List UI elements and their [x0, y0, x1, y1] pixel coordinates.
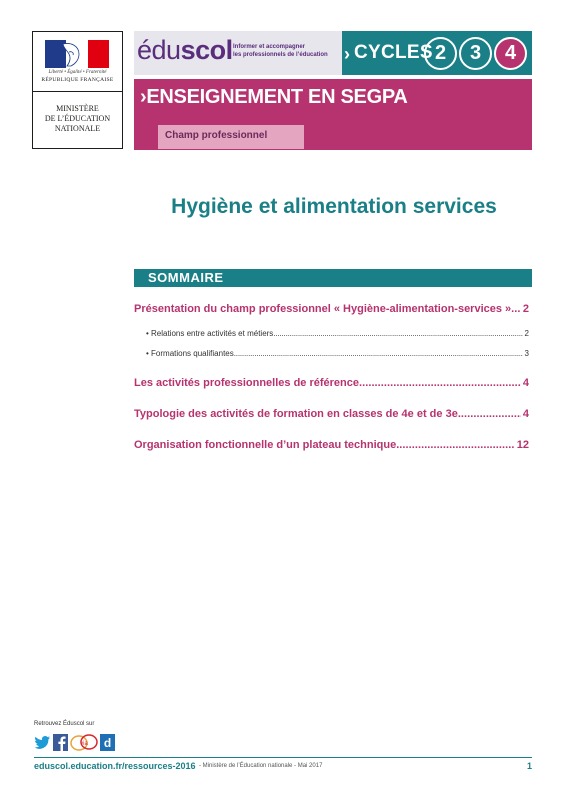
ministry-name-line: DE L’ÉDUCATION	[44, 114, 111, 123]
toc-entry[interactable]	[134, 408, 529, 420]
ministry-logo	[32, 31, 123, 149]
section-title-text: ENSEIGNEMENT EN SEGPA	[146, 86, 408, 108]
toc-leader	[234, 349, 523, 358]
toc-entry-label: Présentation du champ professionnel « Hygiène-alimentation-services »	[134, 303, 512, 315]
footer-url-link[interactable]: eduscol.education.fr/ressources-2016	[34, 761, 196, 771]
bullet-icon: •	[146, 329, 152, 338]
toc-leader	[273, 329, 522, 338]
toc-subentry[interactable]	[146, 329, 529, 338]
document-title: Hygiène et alimentation services	[171, 195, 497, 218]
toc-subentry-page: 3	[524, 349, 529, 358]
toc-heading: SOMMAIRE	[148, 270, 224, 285]
ministry-name	[35, 104, 120, 134]
toc-entry-label: Les activités professionnelles de référence	[134, 377, 359, 389]
eduscol-tagline	[233, 44, 328, 59]
dailymotion-icon[interactable]	[100, 734, 115, 751]
cycles-banner	[342, 31, 532, 75]
tagline-line: les professionnels de l’éducation	[233, 51, 328, 58]
footer-credits: - Ministère de l’Éducation nationale - Mai 2017	[199, 763, 323, 769]
facebook-icon[interactable]	[53, 734, 68, 751]
logo-bold-part: scol	[180, 35, 233, 65]
toc-entry[interactable]	[134, 439, 529, 451]
tagline-line: Informer et accompagner	[233, 44, 306, 50]
toc-entry-label: Organisation fonctionnelle d’un plateau technique	[134, 439, 397, 451]
toc-leader	[458, 408, 521, 420]
chevron-right-icon: ›	[140, 86, 147, 108]
eduscol-logo[interactable]	[137, 33, 233, 67]
cycle-badge-2: 2	[424, 37, 457, 70]
toc-entry[interactable]	[134, 377, 529, 389]
twitter-icon[interactable]	[34, 734, 51, 751]
toc-subentry[interactable]	[146, 349, 529, 358]
republic-name: RÉPUBLIQUE FRANÇAISE	[41, 77, 114, 83]
cycles-label: CYCLES	[354, 42, 433, 63]
toc-subentry-page: 2	[524, 329, 529, 338]
toc-subentry-label: Formations qualifiantes	[151, 349, 234, 358]
toc-entry-page: 2	[522, 303, 529, 315]
svg-text:d: d	[103, 736, 112, 750]
logo-light-part: édu	[137, 35, 181, 65]
toc-entry-label: Typologie des activités de formation en classes de 4e et de 3e	[134, 408, 458, 420]
toc-leader	[511, 303, 521, 315]
toc-subentry-label: Relations entre activités et métiers	[151, 329, 274, 338]
toc-entry-page: 4	[522, 377, 529, 389]
chevron-right-icon: ›	[344, 44, 350, 64]
marianne-flag-icon	[45, 40, 109, 68]
subsection-label: Champ professionnel	[165, 130, 268, 141]
cycle-badge-3: 3	[459, 37, 492, 70]
section-title	[140, 86, 408, 109]
page-number: 1	[526, 761, 532, 771]
svg-text:via: via	[80, 741, 88, 747]
toc-leader	[396, 439, 515, 451]
logo-divider	[33, 91, 122, 92]
viaeduc-icon[interactable]	[70, 734, 98, 751]
toc-entry-page: 4	[522, 408, 529, 420]
toc-leader	[359, 377, 521, 389]
bullet-icon: •	[146, 349, 152, 358]
ministry-name-line: MINISTÈRE	[56, 104, 99, 113]
cycle-badge-4-active: 4	[494, 37, 527, 70]
ministry-name-line: NATIONALE	[54, 124, 101, 133]
republic-motto: Liberté • Égalité • Fraternité	[48, 70, 107, 75]
toc-entry[interactable]	[134, 303, 529, 315]
social-label: Retrouvez Éduscol sur	[34, 721, 95, 727]
footer-divider	[34, 757, 532, 758]
toc-entry-page: 12	[516, 439, 529, 451]
